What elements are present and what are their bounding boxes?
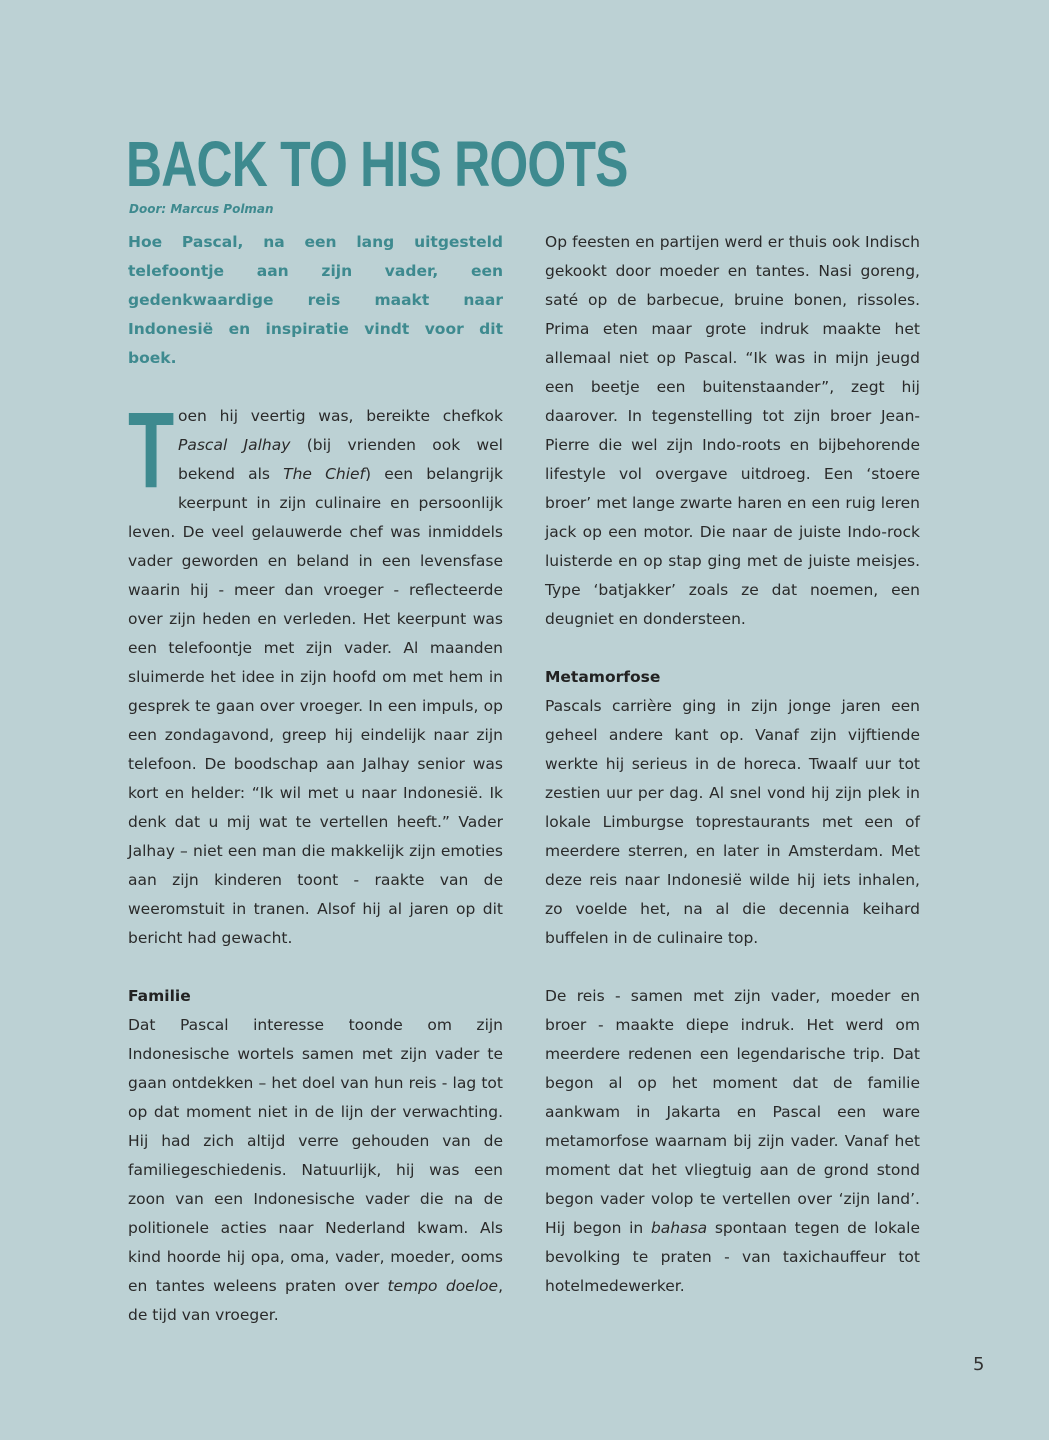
nickname: The Chief xyxy=(283,465,366,483)
article-title: BACK TO HIS ROOTS xyxy=(126,128,628,200)
intro-paragraph: Hoe Pascal, na een lang uitgesteld telefoontje aan zijn vader, een gedenkwaardige reis maakt naar Indonesië en inspiratie vindt voor dit boek. xyxy=(128,233,503,367)
drop-cap: T xyxy=(128,389,175,510)
heading-metamorfose: Metamorfose xyxy=(545,668,661,686)
carriere-paragraph: Pascals carrière ging in zijn jonge jaren een geheel andere kant op. Vanaf zijn vijftiende werkte hij serieus in de horeca. Twaalf uur tot zestien uur per dag. Al snel vond hij zijn plek in lokale Limburgse toprestaurants met een of meerdere sterren, en later in Amsterdam. Met deze reis naar Indonesië wilde hij iets inhalen, zo voelde het, na al die decennia keihard buffelen in de culinaire top. xyxy=(545,697,920,947)
heading-familie: Familie xyxy=(128,987,191,1005)
left-column xyxy=(128,228,503,1330)
reis-paragraph: De reis - samen met zijn vader, moeder en broer - maakte diepe indruk. Het werd om meerdere redenen een legendarische trip. Dat begon al op het moment dat de familie aankwam in Jakarta en Pascal een ware metamorfose waarnam bij zijn vader. Vanaf het moment dat het vliegtuig aan de grond stond begon vader volop te vertellen over ‘zijn land’. Hij begon in bahasa spontaan tegen de lokale bevolking te praten - van taxichauffeur tot hotelmedewerker. xyxy=(545,987,920,1295)
chef-name: Pascal Jalhay xyxy=(178,436,291,454)
page-number: 5 xyxy=(973,1354,985,1375)
familie-paragraph: Dat Pascal interesse toonde om zijn Indonesische wortels samen met zijn vader te gaan ontdekken – het doel van hun reis - lag tot op dat moment niet in de lijn der verwachting. Hij had zich altijd verre gehouden van de familiegeschiedenis. Natuurlijk, hij was een zoon van een Indonesische vader die na de politionele acties naar Nederland kwam. Als kind hoorde hij opa, oma, vader, moeder, ooms en tantes weleens praten over tempo doeloe, de tijd van vroeger. xyxy=(128,1016,503,1324)
byline: Door: Marcus Polman xyxy=(129,202,274,216)
feesten-paragraph: Op feesten en partijen werd er thuis ook Indisch gekookt door moeder en tantes. Nasi goreng, saté op de barbecue, bruine bonen, rissoles. Prima eten maar grote indruk maakte het allemaal niet op Pascal. “Ik was in mijn jeugd een beetje een buitenstaander”, zegt hij daarover. In tegenstelling tot zijn broer Jean-Pierre die wel zijn Indo-roots en bijbehorende lifestyle vol overgave uitdroeg. Een ‘stoere broer’ met lange zwarte haren en een ruig leren jack op een motor. Die naar de juiste Indo-rock luisterde en op stap ging met de juiste meisjes. Type ‘batjakker’ zoals ze dat noemen, een deugniet en dondersteen. xyxy=(545,233,920,628)
opening-paragraph: Toen hij veertig was, bereikte chefkok Pascal Jalhay (bij vrienden ook wel bekend als The Chief) een belangrijk keerpunt in zijn culinaire en persoonlijk leven. De veel gelauwerde chef was inmiddels vader geworden en beland in een levensfase waarin hij - meer dan vroeger - reflecteerde over zijn heden en verleden. Het keerpunt was een telefoontje met zijn vader. Al maanden sluimerde het idee in zijn hoofd om met hem in gesprek te gaan over vroeger. In een impuls, op een zondagavond, greep hij eindelijk naar zijn telefoon. De boodschap aan Jalhay senior was kort en helder: “Ik wil met u naar Indonesië. Ik denk dat u mij wat te vertellen heeft.” Vader Jalhay – niet een man die makkelijk zijn emoties aan zijn kinderen toont - raakte van de weeromstuit in tranen. Alsof hij al jaren op dit bericht had gewacht. xyxy=(128,389,504,947)
right-column xyxy=(545,228,920,1301)
